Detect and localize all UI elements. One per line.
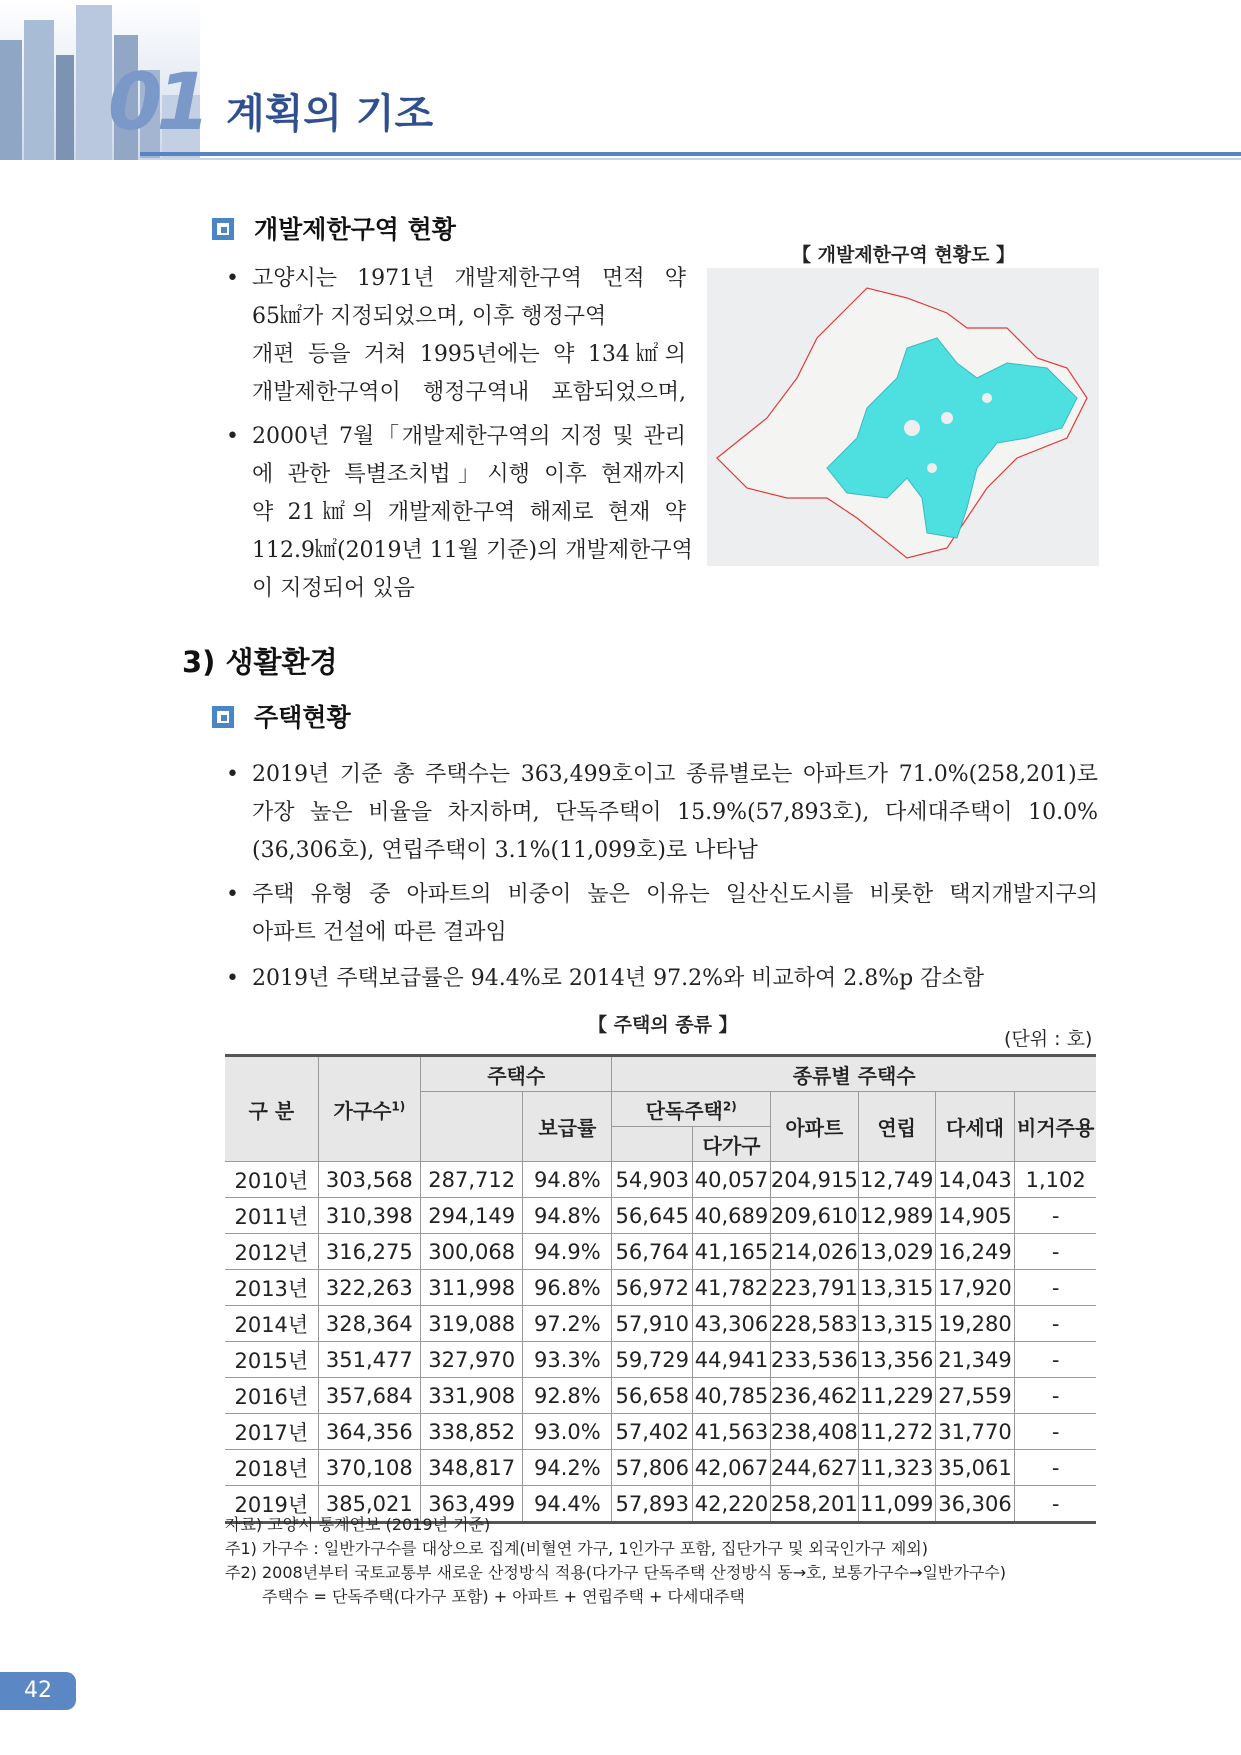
header-housing: 주택수 [421, 1056, 612, 1092]
table-cell: 338,852 [421, 1414, 523, 1450]
table-cell: - [1015, 1342, 1096, 1378]
table-cell: 94.2% [523, 1450, 612, 1486]
table-cell: 57,402 [612, 1414, 693, 1450]
table-cell: 31,770 [935, 1414, 1015, 1450]
table-cell: 36,306 [935, 1486, 1015, 1523]
text-line: 이 지정되어 있음 [252, 576, 415, 601]
table-cell: 327,970 [421, 1342, 523, 1378]
housing-bullet-2 [226, 876, 1098, 952]
table-cell: 57,806 [612, 1450, 693, 1486]
table-cell: 2019년 [225, 1486, 318, 1523]
table-cell: 322,263 [318, 1270, 420, 1306]
table-cell: 40,785 [693, 1378, 771, 1414]
table-cell: 94.8% [523, 1162, 612, 1198]
table-cell: 2010년 [225, 1162, 318, 1198]
section-square-icon [212, 706, 234, 728]
table-row [225, 1234, 1096, 1270]
table-cell: 233,536 [770, 1342, 858, 1378]
map-caption: 【 개발제한구역 현황도 】 [792, 244, 1016, 266]
table-cell: 42,067 [693, 1450, 771, 1486]
bullet-icon: • [226, 762, 239, 787]
table-cell: - [1015, 1270, 1096, 1306]
header-housing-total [421, 1092, 523, 1162]
header-apartment: 아파트 [770, 1092, 858, 1162]
table-caption: 【 주택의 종류 】 [588, 1014, 738, 1036]
table-cell: 348,817 [421, 1450, 523, 1486]
text-line: 에 관한 특별조치법」시행 이후 현재까지 [252, 462, 686, 487]
table-cell: 21,349 [935, 1342, 1015, 1378]
table-cell: 13,029 [858, 1234, 935, 1270]
table-cell: 17,920 [935, 1270, 1015, 1306]
table-cell: 40,689 [693, 1198, 771, 1234]
table-cell: 258,201 [770, 1486, 858, 1523]
table-cell: 41,782 [693, 1270, 771, 1306]
table-row [225, 1414, 1096, 1450]
table-cell: 35,061 [935, 1450, 1015, 1486]
table-row [225, 1378, 1096, 1414]
table-cell: 12,749 [858, 1162, 935, 1198]
table-notes [225, 1513, 1006, 1609]
text-line: 가장 높은 비율을 차지하며, 단독주택이 15.9%(57,893호), 다세대주택이 10.0% [252, 800, 1098, 825]
table-cell: 328,364 [318, 1306, 420, 1342]
table-cell: 238,408 [770, 1414, 858, 1450]
table-cell: 40,057 [693, 1162, 771, 1198]
table-cell: 14,905 [935, 1198, 1015, 1234]
text-line: 2019년 주택보급률은 94.4%로 2014년 97.2%와 비교하여 2.8%p 감소함 [252, 966, 984, 991]
table-cell: 209,610 [770, 1198, 858, 1234]
table-cell: 41,165 [693, 1234, 771, 1270]
table-cell: 385,021 [318, 1486, 420, 1523]
table-cell: 57,893 [612, 1486, 693, 1523]
table-row [225, 1198, 1096, 1234]
table-cell: - [1015, 1234, 1096, 1270]
table-cell: 2017년 [225, 1414, 318, 1450]
text-line: 65㎢가 지정되었으며, 이후 행정구역 [252, 304, 607, 329]
table-cell: 94.4% [523, 1486, 612, 1523]
table-cell: 294,149 [421, 1198, 523, 1234]
table-row [225, 1450, 1096, 1486]
bullet-icon: • [226, 882, 239, 907]
table-cell: 244,627 [770, 1450, 858, 1486]
page-header [0, 0, 1241, 168]
header-households: 가구수$^{1)}$ [318, 1056, 420, 1162]
table-cell: 56,764 [612, 1234, 693, 1270]
table-cell: 42,220 [693, 1486, 771, 1523]
table-cell: 93.0% [523, 1414, 612, 1450]
header-detached: 단독주택$^{2)}$ [612, 1092, 771, 1127]
page-number: 42 [0, 1672, 76, 1710]
table-cell: - [1015, 1198, 1096, 1234]
header-supply-rate: 보급률 [523, 1092, 612, 1162]
table-cell: 92.8% [523, 1378, 612, 1414]
table-cell: 1,102 [1015, 1162, 1096, 1198]
table-cell: 11,099 [858, 1486, 935, 1523]
table-cell: 16,249 [935, 1234, 1015, 1270]
gb-bullet-1 [226, 260, 686, 412]
table-cell: 2011년 [225, 1198, 318, 1234]
header-non-residential: 비거주용 [1015, 1092, 1096, 1162]
table-cell: 56,972 [612, 1270, 693, 1306]
table-cell: 94.9% [523, 1234, 612, 1270]
table-cell: 13,315 [858, 1306, 935, 1342]
header-rule-light [140, 158, 1241, 160]
section-heading-housing: 주택현황 [254, 703, 351, 732]
bullet-icon: • [226, 266, 239, 291]
table-cell: 13,356 [858, 1342, 935, 1378]
table-cell: 97.2% [523, 1306, 612, 1342]
table-cell: 316,275 [318, 1234, 420, 1270]
table-cell: 363,499 [421, 1486, 523, 1523]
table-cell: 14,043 [935, 1162, 1015, 1198]
table-row [225, 1162, 1096, 1198]
chapter-title: 계획의 기조 [226, 91, 434, 137]
table-cell: 44,941 [693, 1342, 771, 1378]
table-cell: 11,229 [858, 1378, 935, 1414]
note-2: 주2) 2008년부터 국토교통부 새로운 산정방식 적용(다가구 단독주택 산정방식 동→호, 보통가구수→일반가구수) [225, 1563, 1006, 1582]
table-cell: 2012년 [225, 1234, 318, 1270]
text-line: 개편 등을 거쳐 1995년에는 약 134㎢의 [252, 342, 686, 367]
bullet-icon: • [226, 424, 239, 449]
table-cell: 59,729 [612, 1342, 693, 1378]
table-cell: - [1015, 1486, 1096, 1523]
table-cell: 214,026 [770, 1234, 858, 1270]
text-line: 112.9㎢(2019년 11월 기준)의 개발제한구역 [252, 538, 693, 563]
table-cell: 41,563 [693, 1414, 771, 1450]
header-detached-total [612, 1127, 693, 1162]
table-row [225, 1342, 1096, 1378]
table-cell: 2015년 [225, 1342, 318, 1378]
table-cell: 351,477 [318, 1342, 420, 1378]
table-cell: 287,712 [421, 1162, 523, 1198]
housing-type-table [225, 1054, 1096, 1524]
table-cell: 94.8% [523, 1198, 612, 1234]
housing-bullet-1 [226, 756, 1098, 870]
greenbelt-map [707, 268, 1099, 566]
table-cell: 236,462 [770, 1378, 858, 1414]
table-cell: 54,903 [612, 1162, 693, 1198]
housing-bullet-3 [226, 960, 1098, 998]
note-1: 주1) 가구수 : 일반가구수를 대상으로 집계(비혈연 가구, 1인가구 포함, 집단가구 및 외국인가구 제외) [225, 1539, 929, 1558]
table-cell: 311,998 [421, 1270, 523, 1306]
table-cell: 204,915 [770, 1162, 858, 1198]
table-cell: 93.3% [523, 1342, 612, 1378]
table-cell: - [1015, 1450, 1096, 1486]
table-cell: 12,989 [858, 1198, 935, 1234]
table-cell: - [1015, 1414, 1096, 1450]
table-cell: 300,068 [421, 1234, 523, 1270]
table-cell: 57,910 [612, 1306, 693, 1342]
table-cell: 364,356 [318, 1414, 420, 1450]
note-source: 자료) 고양시 통계연보 (2019년 기준) [225, 1515, 491, 1534]
table-cell: 27,559 [935, 1378, 1015, 1414]
text-line: 주택 유형 중 아파트의 비중이 높은 이유는 일산신도시를 비롯한 택지개발지구의 [252, 882, 1098, 907]
header-multiplex: 다세대 [935, 1092, 1015, 1162]
table-cell: 310,398 [318, 1198, 420, 1234]
bullet-icon: • [226, 966, 239, 991]
table-cell: 2016년 [225, 1378, 318, 1414]
table-cell: 2014년 [225, 1306, 318, 1342]
table-cell: 19,280 [935, 1306, 1015, 1342]
table-cell: 331,908 [421, 1378, 523, 1414]
table-cell: 96.8% [523, 1270, 612, 1306]
table-cell: 13,315 [858, 1270, 935, 1306]
table-cell: 357,684 [318, 1378, 420, 1414]
table-cell: 43,306 [693, 1306, 771, 1342]
table-cell: 11,323 [858, 1450, 935, 1486]
note-formula: 주택수 = 단독주택(다가구 포함) + 아파트 + 연립주택 + 다세대주택 [262, 1587, 745, 1606]
header-multi-household: 다가구 [693, 1127, 771, 1162]
table-cell: 228,583 [770, 1306, 858, 1342]
text-line: 아파트 건설에 따른 결과임 [252, 920, 507, 945]
table-cell: 319,088 [421, 1306, 523, 1342]
table-cell: 2018년 [225, 1450, 318, 1486]
table-row [225, 1306, 1096, 1342]
table-cell: 56,658 [612, 1378, 693, 1414]
text-line: (36,306호), 연립주택이 3.1%(11,099호)로 나타남 [252, 838, 758, 863]
section-square-icon [212, 218, 234, 240]
header-gubun: 구 분 [225, 1056, 318, 1162]
table-cell: 2013년 [225, 1270, 318, 1306]
section-heading-living: 3) 생활환경 [182, 645, 338, 679]
header-rule [140, 152, 1241, 156]
gb-bullet-2 [226, 418, 693, 608]
chapter-number: 01 [108, 58, 205, 148]
table-unit: (단위 : 호) [1004, 1028, 1093, 1050]
table-cell: 11,272 [858, 1414, 935, 1450]
table-cell: 223,791 [770, 1270, 858, 1306]
header-row-house: 연립 [858, 1092, 935, 1162]
section-heading-gb: 개발제한구역 현황 [254, 215, 456, 244]
text-line: 2019년 기준 총 주택수는 363,499호이고 종류별로는 아파트가 71.0%(258,201)로 [252, 762, 1098, 787]
table-row [225, 1270, 1096, 1306]
table-cell: 56,645 [612, 1198, 693, 1234]
text-line: 약 21㎢의 개발제한구역 해제로 현재 약 [252, 500, 686, 525]
text-line: 개발제한구역이 행정구역내 포함되었으며, [252, 380, 686, 405]
text-line: 2000년 7월「개발제한구역의 지정 및 관리 [252, 424, 686, 449]
text-line: 고양시는 1971년 개발제한구역 면적 약 [252, 266, 686, 291]
table-cell: 370,108 [318, 1450, 420, 1486]
header-by-type: 종류별 주택수 [612, 1056, 1096, 1092]
table-cell: 303,568 [318, 1162, 420, 1198]
table-cell: - [1015, 1306, 1096, 1342]
table-cell: - [1015, 1378, 1096, 1414]
